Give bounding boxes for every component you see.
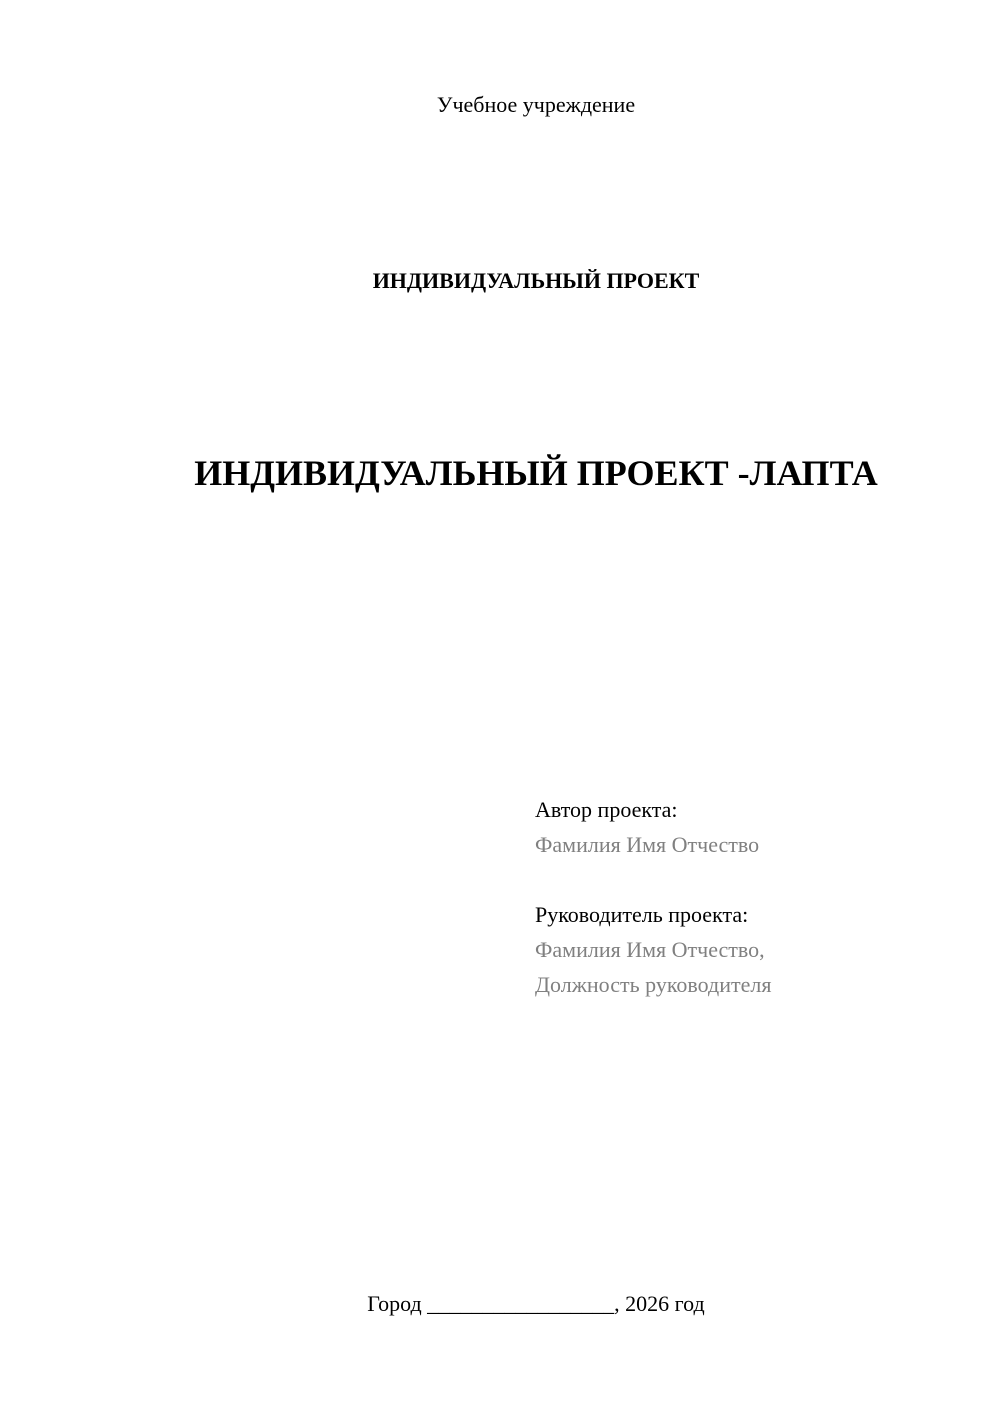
author-name-placeholder: Фамилия Имя Отчество — [535, 832, 760, 857]
spacer — [535, 862, 975, 897]
supervisor-position-placeholder: Должность руководителя — [535, 972, 772, 997]
document-type-label: ИНДИВИДУАЛЬНЫЙ ПРОЕКТ — [372, 268, 700, 293]
supervisor-name-placeholder: Фамилия Имя Отчество, — [535, 937, 765, 962]
author-label: Автор проекта: — [535, 797, 678, 822]
city-year-line: Город _________________, 2026 год — [367, 1291, 705, 1316]
document-title: ИНДИВИДУАЛЬНЫЙ ПРОЕКТ -ЛАПТА — [194, 453, 878, 493]
supervisor-label: Руководитель проекта: — [535, 902, 749, 927]
institution-name: Учебное учреждение — [436, 92, 636, 117]
credits-block — [535, 792, 975, 1002]
